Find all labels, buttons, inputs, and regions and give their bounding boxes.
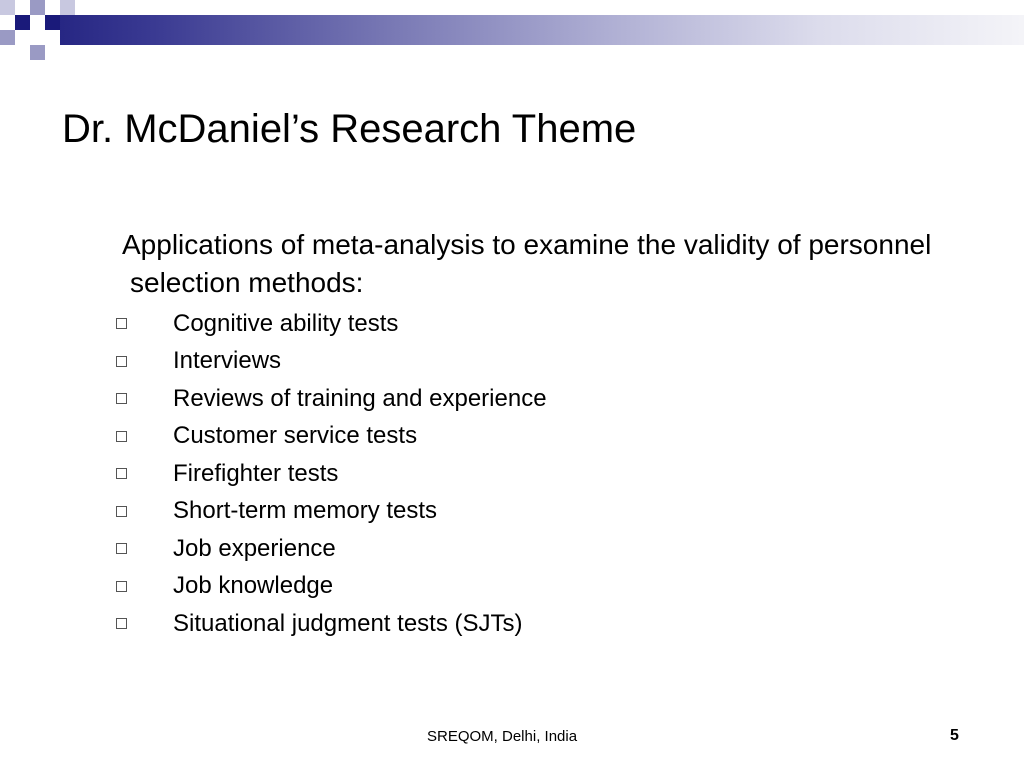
decor-square [45, 15, 60, 30]
list-item [112, 455, 547, 493]
decor-square [30, 30, 45, 45]
decor-square [30, 45, 45, 60]
bullet-text: Cognitive ability tests [173, 309, 399, 337]
gradient-band [0, 15, 1024, 45]
list-item [112, 605, 547, 643]
decor-square [15, 15, 30, 30]
bullet-text: Firefighter tests [173, 459, 339, 487]
bullet-text: Short-term memory tests [173, 497, 438, 525]
decor-square [15, 0, 30, 15]
hollow-square-icon [116, 581, 127, 592]
list-item [112, 343, 547, 381]
list-item [112, 380, 547, 418]
list-item [112, 530, 547, 568]
bullet-text: Situational judgment tests (SJTs) [173, 609, 523, 637]
page-number: 5 [950, 727, 959, 744]
decor-square [0, 15, 15, 30]
decor-square [45, 0, 60, 15]
bullet-text: Interviews [173, 347, 282, 375]
intro-paragraph: Applications of meta-analysis to examine the validity of personnel selection methods: [122, 229, 932, 298]
bullet-text: Job experience [173, 534, 336, 562]
footer-text: SREQOM, Delhi, India [427, 728, 578, 745]
list-item [112, 418, 547, 456]
decor-square [30, 0, 45, 15]
bullet-list [112, 305, 547, 643]
decor-square [0, 0, 15, 15]
list-item [112, 493, 547, 531]
bullet-text: Job knowledge [173, 572, 334, 600]
decor-square [0, 30, 15, 45]
hollow-square-icon [116, 618, 127, 629]
hollow-square-icon [116, 506, 127, 517]
hollow-square-icon [116, 318, 127, 329]
bullet-text: Customer service tests [173, 422, 418, 450]
hollow-square-icon [116, 393, 127, 404]
hollow-square-icon [116, 468, 127, 479]
hollow-square-icon [116, 543, 127, 554]
hollow-square-icon [116, 431, 127, 442]
decor-square [30, 15, 45, 30]
list-item [112, 305, 547, 343]
decor-square [45, 30, 60, 45]
decor-square [15, 30, 30, 45]
slide-title: Dr. McDaniel’s Research Theme [62, 107, 637, 151]
list-item [112, 568, 547, 606]
decor-square [60, 0, 75, 15]
hollow-square-icon [116, 356, 127, 367]
bullet-text: Reviews of training and experience [173, 384, 547, 412]
